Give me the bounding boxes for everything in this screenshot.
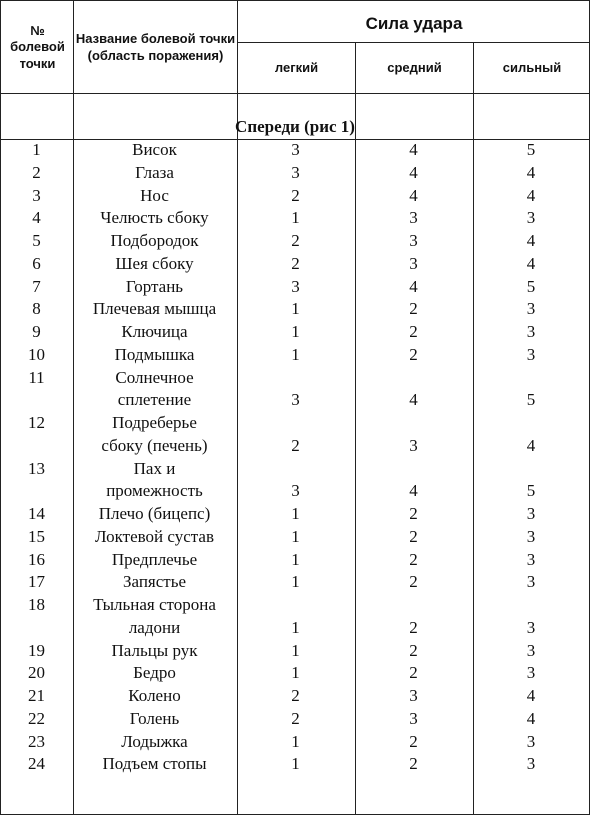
table-row [0,276,590,299]
point-name-line: Подъем стопы [102,754,207,774]
point-number: 15 [28,526,45,546]
light-force-value: 2 [291,231,300,250]
medium-force-value: 3 [409,686,418,705]
point-name [73,139,236,162]
light-force-value: 3 [291,390,300,410]
table-row [0,640,590,663]
table-row [0,253,590,276]
table-row [0,594,590,640]
light-force-value: 2 [291,185,300,205]
medium-force-value: 2 [409,617,418,637]
light-force-value: 1 [291,754,300,774]
strong-force-value: 4 [526,185,536,205]
point-number: 6 [32,253,41,273]
medium-force-value: 2 [409,504,418,523]
point-number: 17 [28,572,45,592]
point-name [73,458,236,504]
strong-force-value: 4 [526,708,536,728]
strong-force-value: 3 [526,549,536,569]
point-name-line: Солнечное [115,367,194,387]
point-name [73,526,236,549]
strong-force-value: 3 [526,754,536,774]
header-strike-force: Сила удара [365,14,463,34]
light-force-value: 1 [291,731,300,751]
point-name-line: Бедро [133,663,176,683]
point-name-line: Челюсть сбоку [100,208,209,228]
medium-force-value: 4 [409,185,418,205]
point-name [73,185,236,208]
point-name [73,321,236,344]
point-number: 16 [28,549,45,569]
point-name-line: промежность [106,481,203,501]
point-name-line: Плечевая мышца [92,299,217,319]
medium-force-value: 2 [409,344,418,364]
point-name [73,731,236,754]
table-row [0,753,590,776]
strong-force-value: 4 [526,162,536,182]
point-name [73,594,236,640]
medium-force-value: 4 [409,276,418,296]
point-number: 1 [32,140,41,159]
medium-force-value: 2 [409,526,418,546]
table-body [0,139,590,776]
table-row [0,321,590,344]
point-number: 24 [28,754,45,774]
strong-force-value: 5 [526,140,536,159]
point-name-line: Висок [132,140,177,159]
table-row [0,708,590,731]
point-number: 12 [28,413,45,432]
medium-force-value: 3 [409,253,418,273]
point-name-line: Голень [129,708,180,728]
strong-force-value: 3 [526,731,536,751]
strong-force-value: 4 [526,686,536,705]
point-name-line: Нос [140,185,169,205]
medium-force-value: 2 [409,299,418,319]
table-row [0,298,590,321]
point-name [73,344,236,367]
point-number: 21 [28,686,45,705]
point-number: 10 [28,344,45,364]
light-force-value: 1 [291,208,300,228]
light-force-value: 1 [291,322,300,341]
light-force-value: 1 [291,526,300,546]
strong-force-value: 3 [526,504,536,523]
light-force-value: 1 [291,640,300,660]
table-row [0,571,590,594]
point-name [73,412,236,458]
light-force-value: 1 [291,299,300,319]
light-force-value: 1 [291,617,300,637]
strong-force-value: 3 [526,299,536,319]
light-force-value: 2 [291,686,300,705]
table-row [0,185,590,208]
light-force-value: 2 [291,435,300,455]
point-name [73,708,236,731]
point-name-line: Колено [128,686,181,705]
point-number: 2 [32,162,41,182]
strong-force-value: 5 [526,390,536,410]
medium-force-value: 4 [409,140,418,159]
table-row [0,731,590,754]
strong-force-value: 3 [526,663,536,683]
point-name [73,753,236,776]
header-point-name: Название болевой точки (область поражения) [75,31,236,63]
point-number: 3 [32,185,41,205]
point-name-line: Запястье [122,572,187,592]
point-name-line: Подбородок [110,231,199,250]
section-title: Спереди (рис 1) [235,117,355,136]
light-force-value: 1 [291,344,300,364]
strong-force-value: 3 [526,344,536,364]
light-force-value: 1 [291,504,300,523]
point-name-line: сбоку (печень) [101,435,208,455]
point-name [73,162,236,185]
strong-force-value: 3 [526,617,536,637]
table-row [0,458,590,504]
header-point-number: № болевой точки [10,23,65,71]
point-name-line: Ключица [121,322,188,341]
point-number: 14 [28,504,45,523]
point-name-line: Гортань [125,276,184,296]
point-number: 22 [28,708,45,728]
point-number: 13 [28,458,45,478]
point-name-line: Предплечье [111,549,198,569]
point-name [73,276,236,299]
header-strong: сильный [502,59,562,75]
point-name [73,367,236,413]
strong-force-value: 3 [526,322,536,341]
strong-force-value: 3 [526,640,536,660]
light-force-value: 3 [291,162,300,182]
light-force-value: 1 [291,572,300,592]
point-name-line: Пальцы рук [111,640,198,660]
point-name-line: Плечо (бицепс) [98,504,211,523]
medium-force-value: 2 [409,640,418,660]
point-name-line: Лодыжка [121,731,188,751]
table-row [0,549,590,572]
point-number: 20 [28,663,45,683]
point-name [73,662,236,685]
point-number: 7 [32,276,41,296]
point-name-line: сплетение [117,390,192,410]
strong-force-value: 4 [526,231,536,250]
point-name [73,640,236,663]
medium-force-value: 3 [409,208,418,228]
table-row [0,207,590,230]
point-name [73,253,236,276]
medium-force-value: 2 [409,731,418,751]
light-force-value: 2 [291,253,300,273]
medium-force-value: 2 [409,549,418,569]
medium-force-value: 2 [409,572,418,592]
medium-force-value: 2 [409,663,418,683]
strong-force-value: 3 [526,572,536,592]
point-name [73,571,236,594]
point-number: 8 [32,299,41,319]
point-number: 5 [32,231,41,250]
point-number: 18 [28,595,45,614]
strong-force-value: 3 [526,526,536,546]
point-name-line: ладони [128,617,181,637]
table-row [0,503,590,526]
point-name-line: Пах и [133,458,176,478]
header-medium: средний [387,59,442,75]
point-name [73,549,236,572]
medium-force-value: 4 [409,481,418,501]
table-row [0,230,590,253]
table-row [0,662,590,685]
light-force-value: 3 [291,140,300,159]
point-name [73,298,236,321]
table-row [0,367,590,413]
light-force-value: 3 [291,276,300,296]
medium-force-value: 4 [409,390,418,410]
medium-force-value: 3 [409,708,418,728]
point-name-line: Тыльная сторона [93,595,216,614]
point-name-line: Локтевой сустав [95,526,214,546]
point-name [73,685,236,708]
point-name-line: Глаза [135,162,174,182]
table-row [0,685,590,708]
point-number: 11 [28,367,45,387]
point-number: 23 [28,731,45,751]
medium-force-value: 3 [409,231,418,250]
point-number: 9 [32,322,41,341]
light-force-value: 2 [291,708,300,728]
light-force-value: 1 [291,663,300,683]
point-name [73,207,236,230]
table-row [0,412,590,458]
header-light: легкий [274,59,319,75]
strong-force-value: 4 [526,435,536,455]
table-row [0,344,590,367]
point-name-line: Подреберье [112,413,197,432]
medium-force-value: 2 [409,754,418,774]
medium-force-value: 2 [409,322,418,341]
strong-force-value: 4 [526,253,536,273]
light-force-value: 1 [291,549,300,569]
strong-force-value: 5 [526,481,536,501]
strong-force-value: 5 [526,276,536,296]
point-name-line: Подмышка [114,344,195,364]
medium-force-value: 3 [409,435,418,455]
point-number: 4 [32,208,41,228]
light-force-value: 3 [291,481,300,501]
row-divider [1,93,590,94]
medium-force-value: 4 [409,162,418,182]
table-row [0,139,590,162]
table-row [0,162,590,185]
point-name-line: Шея сбоку [115,253,194,273]
strong-force-value: 3 [526,208,536,228]
table-row [0,526,590,549]
point-name [73,503,236,526]
point-number: 19 [28,640,45,660]
point-name [73,230,236,253]
